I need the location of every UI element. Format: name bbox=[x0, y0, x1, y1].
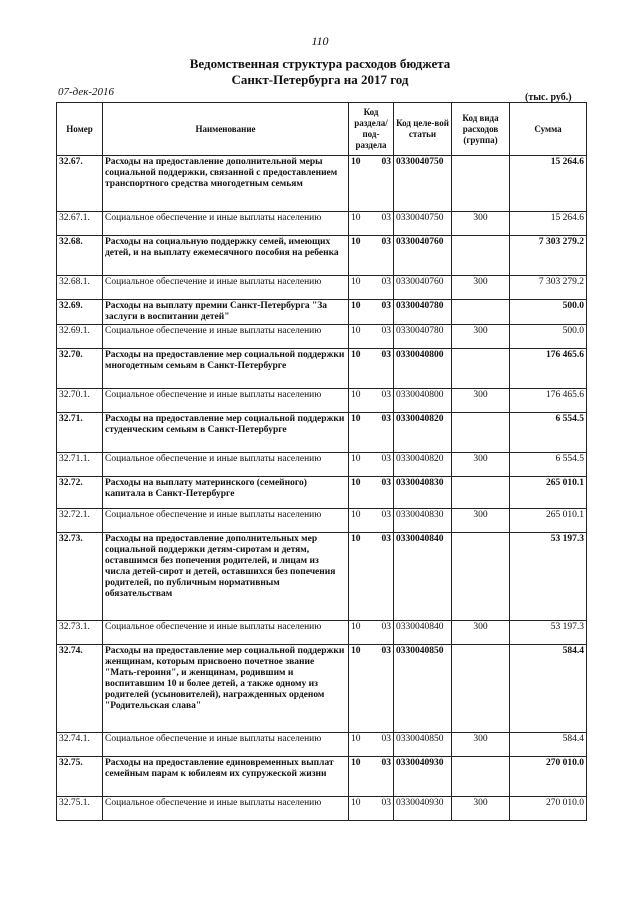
article-code-cell: 0330040800 bbox=[394, 349, 452, 389]
table-row bbox=[57, 477, 587, 509]
expense-kind-cell: 300 bbox=[452, 621, 510, 645]
section-code-cell: 10 bbox=[349, 236, 374, 276]
table-body bbox=[57, 156, 587, 821]
table-row bbox=[57, 645, 587, 733]
section-code-cell: 10 bbox=[349, 413, 374, 453]
row-number-cell: 32.75.1. bbox=[57, 797, 103, 821]
article-code-cell: 0330040850 bbox=[394, 645, 452, 733]
table-row bbox=[57, 621, 587, 645]
subsection-code-cell: 03 bbox=[374, 212, 394, 236]
row-name-cell: Социальное обеспечение и иные выплаты населению bbox=[103, 325, 349, 349]
article-code-cell: 0330040850 bbox=[394, 733, 452, 757]
row-name-cell: Социальное обеспечение и иные выплаты населению bbox=[103, 509, 349, 533]
table-row bbox=[57, 733, 587, 757]
row-number-cell: 32.74. bbox=[57, 645, 103, 733]
sum-cell: 53 197.3 bbox=[510, 533, 587, 621]
header-kind: Код вида расходов (группа) bbox=[452, 103, 510, 156]
header-article: Код целе-вой статьи bbox=[394, 103, 452, 156]
expense-kind-cell bbox=[452, 236, 510, 276]
expense-kind-cell: 300 bbox=[452, 797, 510, 821]
row-number-cell: 32.72.1. bbox=[57, 509, 103, 533]
expense-kind-cell bbox=[452, 413, 510, 453]
row-name-cell: Расходы на выплату премии Санкт-Петербурга "За заслуги в воспитании детей" bbox=[103, 300, 349, 325]
article-code-cell: 0330040930 bbox=[394, 757, 452, 797]
row-number-cell: 32.68. bbox=[57, 236, 103, 276]
table-row bbox=[57, 276, 587, 300]
section-code-cell: 10 bbox=[349, 509, 374, 533]
units-label: (тыс. руб.) bbox=[525, 92, 572, 103]
page-number: 110 bbox=[311, 34, 329, 48]
row-name-cell: Социальное обеспечение и иные выплаты населению bbox=[103, 389, 349, 413]
expense-kind-cell: 300 bbox=[452, 453, 510, 477]
table-row bbox=[57, 236, 587, 276]
sum-cell: 15 264.6 bbox=[510, 156, 587, 212]
row-name-cell: Социальное обеспечение и иные выплаты населению bbox=[103, 453, 349, 477]
subsection-code-cell: 03 bbox=[374, 533, 394, 621]
subsection-code-cell: 03 bbox=[374, 733, 394, 757]
subsection-code-cell: 03 bbox=[374, 389, 394, 413]
row-name-cell: Расходы на социальную поддержку семей, имеющих детей, и на выплату ежемесячного пособия на ребенка bbox=[103, 236, 349, 276]
sum-cell: 500.0 bbox=[510, 300, 587, 325]
row-number-cell: 32.75. bbox=[57, 757, 103, 797]
table-row bbox=[57, 325, 587, 349]
header-name: Наименование bbox=[103, 103, 349, 156]
section-code-cell: 10 bbox=[349, 533, 374, 621]
row-number-cell: 32.69.1. bbox=[57, 325, 103, 349]
article-code-cell: 0330040760 bbox=[394, 236, 452, 276]
expense-kind-cell bbox=[452, 533, 510, 621]
sum-cell: 176 465.6 bbox=[510, 349, 587, 389]
section-code-cell: 10 bbox=[349, 797, 374, 821]
sum-cell: 15 264.6 bbox=[510, 212, 587, 236]
section-code-cell: 10 bbox=[349, 300, 374, 325]
article-code-cell: 0330040930 bbox=[394, 797, 452, 821]
table-row bbox=[57, 156, 587, 212]
subsection-code-cell: 03 bbox=[374, 413, 394, 453]
sum-cell: 176 465.6 bbox=[510, 389, 587, 413]
expense-kind-cell bbox=[452, 645, 510, 733]
subsection-code-cell: 03 bbox=[374, 453, 394, 477]
row-name-cell: Расходы на предоставление мер социальной поддержки многодетным семьям в Санкт-Петербурге bbox=[103, 349, 349, 389]
row-name-cell: Социальное обеспечение и иные выплаты населению bbox=[103, 621, 349, 645]
sum-cell: 53 197.3 bbox=[510, 621, 587, 645]
article-code-cell: 0330040820 bbox=[394, 413, 452, 453]
section-code-cell: 10 bbox=[349, 156, 374, 212]
subsection-code-cell: 03 bbox=[374, 621, 394, 645]
sum-cell: 6 554.5 bbox=[510, 453, 587, 477]
article-code-cell: 0330040830 bbox=[394, 509, 452, 533]
expense-kind-cell: 300 bbox=[452, 509, 510, 533]
row-number-cell: 32.67. bbox=[57, 156, 103, 212]
sum-cell: 500.0 bbox=[510, 325, 587, 349]
expense-kind-cell: 300 bbox=[452, 389, 510, 413]
subsection-code-cell: 03 bbox=[374, 236, 394, 276]
sum-cell: 7 303 279.2 bbox=[510, 236, 587, 276]
sum-cell: 584.4 bbox=[510, 645, 587, 733]
row-name-cell: Расходы на предоставление мер социальной поддержки женщинам, которым присвоено почетное звание "Мать-героиня", и женщинам, родившим и воспитавшим 10 и более детей, а также одному из родителей (усыновителей), награжденных орденом "Родительская слава" bbox=[103, 645, 349, 733]
header-sum: Сумма bbox=[510, 103, 587, 156]
subsection-code-cell: 03 bbox=[374, 477, 394, 509]
row-name-cell: Социальное обеспечение и иные выплаты населению bbox=[103, 212, 349, 236]
row-number-cell: 32.68.1. bbox=[57, 276, 103, 300]
expense-kind-cell: 300 bbox=[452, 276, 510, 300]
row-name-cell: Социальное обеспечение и иные выплаты населению bbox=[103, 276, 349, 300]
row-name-cell: Расходы на предоставление дополнительной меры социальной поддержки, связанной с предоставлением транспортного средства многодетным семьям bbox=[103, 156, 349, 212]
row-number-cell: 32.70. bbox=[57, 349, 103, 389]
subsection-code-cell: 03 bbox=[374, 757, 394, 797]
table-row bbox=[57, 757, 587, 797]
sum-cell: 584.4 bbox=[510, 733, 587, 757]
table-row bbox=[57, 797, 587, 821]
section-code-cell: 10 bbox=[349, 645, 374, 733]
subsection-code-cell: 03 bbox=[374, 300, 394, 325]
table-row bbox=[57, 349, 587, 389]
row-number-cell: 32.71.1. bbox=[57, 453, 103, 477]
subsection-code-cell: 03 bbox=[374, 509, 394, 533]
row-number-cell: 32.74.1. bbox=[57, 733, 103, 757]
row-name-cell: Расходы на выплату материнского (семейного) капитала в Санкт-Петербурге bbox=[103, 477, 349, 509]
expense-kind-cell: 300 bbox=[452, 325, 510, 349]
row-number-cell: 32.67.1. bbox=[57, 212, 103, 236]
expense-kind-cell bbox=[452, 349, 510, 389]
header-section: Код раздела/ под-раздела bbox=[349, 103, 394, 156]
table-row bbox=[57, 389, 587, 413]
subsection-code-cell: 03 bbox=[374, 645, 394, 733]
table-row bbox=[57, 533, 587, 621]
table-row bbox=[57, 413, 587, 453]
sum-cell: 270 010.0 bbox=[510, 797, 587, 821]
subsection-code-cell: 03 bbox=[374, 156, 394, 212]
article-code-cell: 0330040780 bbox=[394, 300, 452, 325]
row-number-cell: 32.70.1. bbox=[57, 389, 103, 413]
article-code-cell: 0330040750 bbox=[394, 156, 452, 212]
article-code-cell: 0330040820 bbox=[394, 453, 452, 477]
article-code-cell: 0330040830 bbox=[394, 477, 452, 509]
sum-cell: 7 303 279.2 bbox=[510, 276, 587, 300]
expense-kind-cell bbox=[452, 300, 510, 325]
title-line-1: Ведомственная структура расходов бюджета bbox=[189, 56, 451, 71]
article-code-cell: 0330040800 bbox=[394, 389, 452, 413]
sum-cell: 265 010.1 bbox=[510, 477, 587, 509]
article-code-cell: 0330040840 bbox=[394, 533, 452, 621]
row-number-cell: 32.72. bbox=[57, 477, 103, 509]
row-name-cell: Социальное обеспечение и иные выплаты населению bbox=[103, 733, 349, 757]
budget-table bbox=[56, 102, 587, 821]
section-code-cell: 10 bbox=[349, 212, 374, 236]
table-row bbox=[57, 212, 587, 236]
row-number-cell: 32.69. bbox=[57, 300, 103, 325]
table-row bbox=[57, 300, 587, 325]
article-code-cell: 0330040760 bbox=[394, 276, 452, 300]
subsection-code-cell: 03 bbox=[374, 349, 394, 389]
table-row bbox=[57, 509, 587, 533]
row-number-cell: 32.71. bbox=[57, 413, 103, 453]
subsection-code-cell: 03 bbox=[374, 325, 394, 349]
section-code-cell: 10 bbox=[349, 325, 374, 349]
table-row bbox=[57, 453, 587, 477]
section-code-cell: 10 bbox=[349, 349, 374, 389]
article-code-cell: 0330040780 bbox=[394, 325, 452, 349]
row-name-cell: Расходы на предоставление дополнительных мер социальной поддержки детям-сиротам и детям, оставшимся без попечения родителей, и лицам из числа детей-сирот и детей, оставшихся без попечения родителей, по публичным нормативным обязательствам bbox=[103, 533, 349, 621]
article-code-cell: 0330040840 bbox=[394, 621, 452, 645]
sum-cell: 265 010.1 bbox=[510, 509, 587, 533]
expense-kind-cell bbox=[452, 156, 510, 212]
subsection-code-cell: 03 bbox=[374, 276, 394, 300]
section-code-cell: 10 bbox=[349, 757, 374, 797]
section-code-cell: 10 bbox=[349, 453, 374, 477]
document-title bbox=[0, 56, 640, 88]
header-number: Номер bbox=[57, 103, 103, 156]
expense-kind-cell: 300 bbox=[452, 733, 510, 757]
expense-kind-cell: 300 bbox=[452, 212, 510, 236]
section-code-cell: 10 bbox=[349, 477, 374, 509]
section-code-cell: 10 bbox=[349, 621, 374, 645]
section-code-cell: 10 bbox=[349, 733, 374, 757]
title-line-2: Санкт-Петербурга на 2017 год bbox=[231, 72, 409, 87]
row-number-cell: 32.73.1. bbox=[57, 621, 103, 645]
section-code-cell: 10 bbox=[349, 276, 374, 300]
row-name-cell: Расходы на предоставление мер социальной поддержки студенческим семьям в Санкт-Петербурге bbox=[103, 413, 349, 453]
subsection-code-cell: 03 bbox=[374, 797, 394, 821]
row-name-cell: Расходы на предоставление единовременных выплат семейным парам к юбилеям их супружеской жизни bbox=[103, 757, 349, 797]
expense-kind-cell bbox=[452, 477, 510, 509]
header-row bbox=[57, 103, 587, 156]
sum-cell: 270 010.0 bbox=[510, 757, 587, 797]
section-code-cell: 10 bbox=[349, 389, 374, 413]
article-code-cell: 0330040750 bbox=[394, 212, 452, 236]
sum-cell: 6 554.5 bbox=[510, 413, 587, 453]
document-date: 07-дек-2016 bbox=[58, 86, 115, 98]
row-name-cell: Социальное обеспечение и иные выплаты населению bbox=[103, 797, 349, 821]
row-number-cell: 32.73. bbox=[57, 533, 103, 621]
expense-kind-cell bbox=[452, 757, 510, 797]
